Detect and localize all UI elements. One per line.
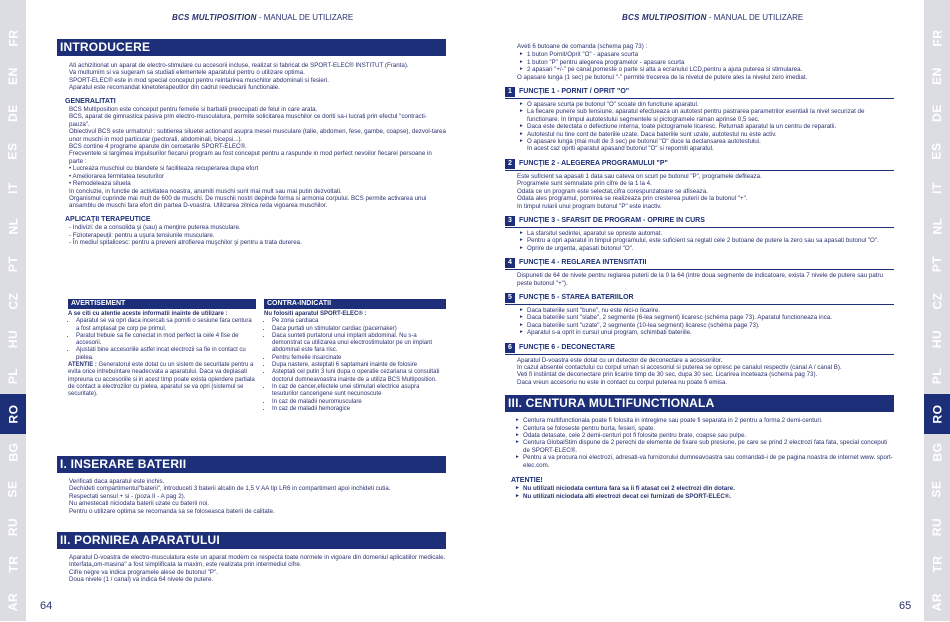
paragraph: Aparatul D-voastra de electro-musculatura este un aparat modern ce respecta toate normele in vigoare din domeniul aplicatiilor medicale. Interfata„om-masina" a fost simplificata la maxim, este realizata prin intermediul cifre. <box>69 554 446 569</box>
language-tab-en[interactable] <box>924 56 950 96</box>
language-tab-hu[interactable] <box>924 319 950 359</box>
function-title: FUNCŢIE 5 - STAREA BATERIILOR <box>519 294 634 302</box>
contra-indicatii-box <box>264 299 446 413</box>
language-tab-label: AR <box>930 592 944 612</box>
list-item: ▸ Nu utilizati niciodata centura fara sa ii fi atasat cei 2 electrozi din dotare. <box>523 485 894 492</box>
paragraph: Dispuneti de 64 de nivele pentru reglarea puterii de la 0 la 64 (intre doua segmente de indicatoare, exista 7 nivele de putere sau patru peste butonul "+"). <box>517 272 883 287</box>
paragraph: BCS contine 4 programe aparute din cercetarile SPORT-ELEC®. <box>69 143 247 151</box>
function-body <box>505 272 894 287</box>
list-item: ▸ Daca bateriile sunt "slabe", 2 segmente (6-lea segment) licaresc (schéma page 73). Aparatul functioneaza inca. <box>527 314 894 321</box>
function-block <box>505 87 894 153</box>
pornire-paragraphs <box>57 554 446 584</box>
page-header-right: BCS MULTIPOSITION - MANUAL DE UTILIZARE <box>622 13 804 22</box>
language-tab-label: RU <box>930 517 944 536</box>
language-tab-label: HU <box>930 329 944 348</box>
paragraph: • Ameliorarea fermitatea tesuturilor <box>69 172 165 180</box>
paragraph: - Fizioterapeuţii: pentru a uşura tensiunile musculare. <box>69 231 215 239</box>
paragraph: Pentru o utilizare optima se recomanda sa se foloseasca baterii de calitate. <box>69 507 275 515</box>
language-tab-ro[interactable] <box>924 394 950 434</box>
function-number: 1 <box>505 87 515 97</box>
language-tab-label: DE <box>5 104 20 123</box>
baterii-paragraphs <box>57 478 446 515</box>
language-tab-label: EN <box>929 66 944 85</box>
language-tab-pl[interactable] <box>924 356 950 396</box>
list-item: • Dupa nastere, asteptati 6 saptamani inainte de folosire <box>272 362 446 369</box>
paragraph: In acest caz opriti aparatul apasand butonul "O" si reporniti aparatul. <box>527 145 714 153</box>
paragraph: O apasare lunga (1 sec) pe butonul "-" permite trecerea de la nivelul de putere ales la nivelul zero imediat. <box>517 73 808 81</box>
function-list <box>517 230 894 252</box>
list-item: • Ajustati bine accesoriile astfel incat electrozii sa fie in contact cu pielea. <box>76 347 256 362</box>
paragraph: Odata ales programul, pornirea se realizeaza prin cresterea puterii de la butonul "+". <box>517 195 748 203</box>
list-item: • In caz de maladii hemoragice <box>272 406 446 413</box>
functions-list <box>505 87 894 386</box>
paragraph: - În mediul spitalicesc: pentru a preveni atrofierea muşchilor şi pentru a trata durerea. <box>69 238 302 246</box>
paragraph: Aveti 6 butoane de comanda (schema pag 73) : <box>517 43 648 50</box>
paragraph: Doua nivele (1 / canal) va indica 64 nivele de putere. <box>69 576 214 584</box>
list-item: ▸ 2 apasari "+/-" pe canal,porneste o parte si alta a ecranului LCD,pentru a ajuta puterea si stimularea. <box>527 66 894 73</box>
intro-paragraphs <box>57 62 446 92</box>
paragraph: Programele sunt semnalate prin cifre de la 1 la 4. <box>517 180 652 188</box>
avertisment-lead: A se citi cu atentie aceste informatii inainte de utilizare : <box>68 311 228 317</box>
aplicatii-paragraphs <box>57 224 446 246</box>
language-tab-bg[interactable] <box>0 432 26 472</box>
function-block <box>505 293 894 337</box>
command-buttons-list <box>517 51 894 73</box>
language-tabs-left <box>0 0 26 621</box>
function-heading <box>505 159 894 171</box>
language-tab-se[interactable] <box>924 469 950 509</box>
language-tab-label: FR <box>6 29 20 47</box>
language-tab-ar[interactable] <box>0 582 26 622</box>
pornire-section <box>57 532 446 584</box>
page-header-left: BCS MULTIPOSITION - MANUAL DE UTILIZARE <box>172 13 354 22</box>
list-item: • Pentru femeile insarcinate <box>272 355 446 362</box>
language-tab-label: TR <box>6 555 20 573</box>
language-tab-de[interactable] <box>924 93 950 133</box>
paragraph: Verificati daca aparatul este inchis. <box>69 478 165 485</box>
language-tab-label: CZ <box>930 292 944 310</box>
language-tab-pt[interactable] <box>0 244 26 284</box>
paragraph: Odata ce un program este selectat,cifra corespunzatoare se afiseaza. <box>517 187 708 195</box>
avertisment-box <box>68 299 256 399</box>
function-number: 5 <box>505 293 515 303</box>
language-tab-label: PL <box>930 368 944 385</box>
function-number: 6 <box>505 343 515 353</box>
language-tab-cz[interactable] <box>0 281 26 321</box>
list-item: ▸ Daca bateriile sunt "uzate", 2 segmente (10-lea segment) licaresc (schéma page 73). <box>527 322 894 329</box>
function-title: FUNCŢIE 2 - ALEGEREA PROGRAMULUI "P" <box>519 160 668 168</box>
language-tab-label: IT <box>929 182 944 195</box>
language-tabs-right <box>924 0 950 621</box>
language-tab-it[interactable] <box>924 168 950 208</box>
paragraph: Organismul cuprinde mai mult de 600 de muschi. De muschii nostri depinde forma si armonia corpului. BCS permite activarea unui ansamblu de muschi fara efort din partea D-voastra. Utilizarea zilnica reda vigoarea muschilor. <box>69 194 427 210</box>
list-item: ▸ Centura multifunctionala poate fi folosita in intregime sau poate fi separata in 2 pentru a forma 2 demi-centuri. <box>523 417 894 424</box>
function-body <box>505 173 894 210</box>
generalitati-paragraphs <box>57 106 446 210</box>
language-tab-it[interactable] <box>0 168 26 208</box>
language-tab-label: BG <box>930 442 944 462</box>
list-item: • Aparatul se va opri daca incercati sa porniti o sesiune fara centura a fost amplasat pe corp pe primul. <box>76 318 256 333</box>
language-tab-en[interactable] <box>0 56 26 96</box>
list-item: • Daca purtati un stimulator cardiac (pacemaker) <box>272 326 446 333</box>
list-item: ▸ La sfarsitul sedintei, aparatul se opreste automat. <box>527 230 894 237</box>
language-tab-se[interactable] <box>0 469 26 509</box>
list-item: • In caz de cancer,efectele unei stimulari electrice asupra tesuturilor cancerigene sunt necunoscute <box>272 384 446 399</box>
list-item: ▸ Oprire de urgenta, apasati butonul "O". <box>527 245 894 252</box>
function-block <box>505 216 894 252</box>
function-heading <box>505 293 894 305</box>
list-item: ▸ Centura GlobalStim dispune de 2 perechi de elemente de fixare sub presiune, pe care se prind 2 electrozi fata fata, special conceputi de SPORT-ELEC®. <box>523 439 894 454</box>
paragraph: In timpul rularii unui program butonul "P" este inactiv. <box>517 202 662 210</box>
paragraph: Aparatul este recomandat kinetoterapeutilor din cadrul reeducarii functionale. <box>69 84 280 92</box>
contra-indicatii-title: CONTRA-INDICATII <box>264 299 446 309</box>
avertisment-title: AVERTISEMENT <box>68 299 256 309</box>
language-tab-label: FR <box>930 29 944 47</box>
paragraph: Daca vreun accesoriu nu este in contact cu corpul puterea nu poate fi emisa. <box>517 378 728 386</box>
paragraph: Veti fi instiintat de deconectare prin licarire timp de 30 sec, dupa 30 sec. Licarirea inceteaza (schema pag 73). <box>517 371 818 379</box>
function-list <box>517 307 894 337</box>
paragraph: Aparatul D-voastra este dotat cu un detector de deconectare a accesoriilor. <box>517 356 723 364</box>
list-item: ▸ Pentru a va procura noi electrozi, adresati-va furnizorului dumneavoastra sau comandati-i de pe pagina noastra de internet www. sport-elec.com. <box>523 454 894 469</box>
list-item: • In caz de maladii neuromusculare <box>272 399 446 406</box>
language-tab-hu[interactable] <box>0 319 26 359</box>
function-number: 3 <box>505 216 515 226</box>
language-tab-pt[interactable] <box>924 244 950 284</box>
right-page-content <box>505 43 894 500</box>
paragraph: BCS Multiposition este conceput pentru femeile si barbatii preocupati de felul in care arata. <box>69 106 318 114</box>
paragraph: Respectati sensul + si - (poza II - A pag 2). <box>69 492 186 500</box>
language-tab-ro[interactable] <box>0 394 26 434</box>
paragraph: • Remodeleaza silueta <box>69 180 131 188</box>
paragraph: SPORT-ELEC® este in mod special conceput pentru reintarirea muschilor abdominali si fesieri. <box>69 76 329 84</box>
atentie-heading: ATENTIE! <box>511 477 543 485</box>
language-tab-label: ES <box>5 142 20 160</box>
function-heading <box>505 87 894 99</box>
paragraph: In concluzie, in functie de activitatea noastra, anumiti muschi sunt mai mult sau mai putin dezvoltati. <box>69 187 342 195</box>
language-tab-label: RO <box>930 404 944 424</box>
language-tab-label: RO <box>6 404 20 424</box>
page-number-left: 64 <box>40 600 53 612</box>
paragraph: Obiectivul BCS este urmatorul : subtierea siluetei actionand asupra mesei musculare (talie, abdomen, fese, gambe, coapse), dezvol-tarea unor muschi in mod particular (pectorali, abdominali, bicepsi...). <box>69 128 446 143</box>
paragraph: • Lucreaza muschiul cu blandete si faciliteaza recuperarea dupa efort <box>69 165 259 173</box>
list-item: ▸ 1 buton "P" pentru alegerea programelor - apasare scurta <box>527 59 894 66</box>
section-title: II. PORNIREA APARATULUI <box>57 532 446 549</box>
language-tab-cz[interactable] <box>924 281 950 321</box>
centura-title: III. CENTURA MULTIFUNCTIONALA <box>505 395 894 412</box>
paragraph: In cazul absentei contactului cu corpul uman si accesoriul si puterea se opresc pe canalul respectiv (canal A / canal B). <box>517 363 842 371</box>
function-block <box>505 258 894 287</box>
language-tab-tr[interactable] <box>924 544 950 584</box>
paragraph: Cifre negre va indica programele alese de butonul "P". <box>69 568 218 576</box>
paragraph: BCS, aparat de gimnastica pasiva prin electro-musculatura, permite solicitarea muschilor ce doriti sa-i lucrati prin efectul "contracti-pauza". <box>69 113 427 128</box>
language-tab-nl[interactable] <box>924 206 950 246</box>
function-body <box>505 307 894 337</box>
function-body <box>505 101 894 153</box>
subheading-generalitati: GENERALITATI <box>65 97 116 105</box>
function-list <box>517 101 894 145</box>
paragraph: Este suficient sa apasati 1 data sau cateva ori scurt pe butonul "P", programele defileaza. <box>517 172 762 180</box>
avertisment-note: Generatorul este dotat cu un sistem de securitate pentru a evita orice intrebuintare neadecvata a aparatului. Daca va deplasati impreuna cu accesoriile si in acest timp poate exista opierdere partiala de contact a electrozilor cu pielea, aparatul se va opri (sistemul se securitate). <box>68 362 255 398</box>
section-title: I. INSERARE BATERII <box>57 456 446 473</box>
list-item: ▸ Autotestul nu tine cont de bateriile uzate. Daca bateriile sunt uzate, autotestul nu este activ. <box>527 131 894 138</box>
paragraph: - Indivizi: de a consolida şi (sau) a menţine puterea musculare. <box>69 224 241 232</box>
list-item: ▸ Centura se foloseste pentru burta, fesieri, spate. <box>523 425 894 432</box>
paragraph: Va multumim si va sugeram sa studiati elementele aparatului pentru o utilizare optima. <box>69 69 305 77</box>
list-item: • Pe zona cardiaca <box>272 318 446 325</box>
function-title: FUNCŢIE 3 - SFARSIT DE PROGRAM - OPRIRE IN CURS <box>519 217 705 225</box>
list-item: ▸ 1 buton Pornit/Oprit "O" - apasare scurta <box>527 51 894 58</box>
page-number-right: 65 <box>899 600 912 612</box>
function-heading <box>505 258 894 270</box>
function-heading <box>505 343 894 355</box>
introduction-section <box>57 39 446 246</box>
language-tab-ar[interactable] <box>924 582 950 622</box>
list-item: ▸ Daca este detectata o defectiune interna, toate pictogramele licaresc. Returnati aparatul la un centru de reparatii. <box>527 123 894 130</box>
language-tab-label: BG <box>6 442 20 462</box>
language-tab-label: PL <box>6 368 20 385</box>
language-tab-label: ES <box>929 142 944 160</box>
list-item: ▸ O apasare scurta pe butonul "O" scoate din functiune aparatul. <box>527 101 894 108</box>
language-tab-label: IT <box>5 182 20 195</box>
language-tab-de[interactable] <box>0 93 26 133</box>
language-tab-fr[interactable] <box>924 18 950 58</box>
subheading-aplicatii: APLICAŢII TERAPEUTICE <box>65 215 151 223</box>
function-title: FUNCŢIE 1 - PORNIT / OPRIT "O" <box>519 88 630 96</box>
paragraph: Ati achizitionat un aparat de electro-stimulare cu accesorii incluse, realizat si fabricat de SPORT-ELEC® INSTITUT (Franta). <box>69 62 409 69</box>
list-item: ▸ Daca bateriile sunt "bune", nu este nici-o licarire. <box>527 307 894 314</box>
list-item: ▸ Odata detasate, cele 2 demi-centuri pot fi folosite pentru brate, coapse sau pulpe. <box>523 432 894 439</box>
function-block <box>505 159 894 210</box>
language-tab-label: AR <box>6 592 20 612</box>
paragraph: Nu amestecati niciodata baterii uzate cu baterii noi. <box>69 500 209 508</box>
list-item: ▸ O apasare lunga (mai mult de 3 sec) pe butonul "O" duce la declansarea autotestului. <box>527 138 894 145</box>
function-number: 4 <box>505 258 515 268</box>
list-item: • Daca sunteti purtatorul unui implant abdominal. Nu s-a demonstrat ca utilizarea unui electrostimulator pe un implant abdominal este fara risc. <box>272 333 446 355</box>
language-tab-label: CZ <box>6 292 20 310</box>
list-item: • Asteptati cel putin 3 luni dupa o operatie cezariana si consultati doctorul dumneavoastra inainte de a utiliza BCS Multiposition. <box>272 369 446 384</box>
language-tab-label: TR <box>930 555 944 573</box>
function-body <box>505 357 894 387</box>
language-tab-fr[interactable] <box>0 18 26 58</box>
list-item: ▸ Pentru a opri aparatul in timpul programului, este suficient sa reglati cele 2 butoane de putere la zero sau sa apasati butonul "O". <box>527 237 894 244</box>
list-item: ▸ La fiecare punere sub tensiune, aparatul efectueaza un autotest pentru pastrarea parametrilor esentiali la nivel securizat de functionare. In timpul autotestului segmentele si pictogramele raman aprinse 0,5 sec. <box>527 108 894 123</box>
language-tab-tr[interactable] <box>0 544 26 584</box>
list-item: ▸ Nu utilizati niciodata alti electrozi decat cei furnizati de SPORT-ELEC®. <box>523 493 894 500</box>
language-tab-es[interactable] <box>924 131 950 171</box>
contra-indicatii-list <box>264 318 446 413</box>
language-tab-label: PT <box>6 255 20 272</box>
function-body <box>505 230 894 252</box>
language-tab-label: NL <box>930 217 944 235</box>
language-tab-nl[interactable] <box>0 206 26 246</box>
language-tab-label: SE <box>929 480 944 498</box>
avertisment-note-label: ATENTIE : <box>68 362 97 369</box>
language-tab-label: PT <box>930 255 944 272</box>
language-tab-ru[interactable] <box>924 507 950 547</box>
centura-list <box>505 417 894 469</box>
language-tab-es[interactable] <box>0 131 26 171</box>
language-tab-label: EN <box>5 66 20 85</box>
atentie-list <box>505 485 894 500</box>
command-buttons-intro <box>505 43 894 81</box>
contra-indicatii-lead: Nu folositi aparatul SPORT-ELEC® : <box>264 311 367 317</box>
section-title: INTRODUCERE <box>57 39 446 56</box>
list-item: • Paratul trebuie sa fie conectat in mod perfect la cele 4 fise de accesorii. <box>76 333 256 348</box>
list-item: ▸ Aparatul s-a oprit in cursul unui program, schimbati bateriile. <box>527 329 894 336</box>
language-tab-bg[interactable] <box>924 432 950 472</box>
paragraph: Frecventele si largimea impulsurilor fiecarui program au fost conceput pentru a raspunde in mod perfect nevoilor fiecarei persoane in parte : <box>69 150 432 165</box>
function-title: FUNCŢIE 4 - REGLAREA INTENSITATII <box>519 259 647 267</box>
language-tab-label: DE <box>929 104 944 123</box>
function-title: FUNCŢIE 6 - DECONECTARE <box>519 343 615 351</box>
function-block <box>505 343 894 387</box>
language-tab-label: RU <box>6 517 20 536</box>
function-number: 2 <box>505 159 515 169</box>
language-tab-label: HU <box>6 329 20 348</box>
inserare-baterii-section <box>57 456 446 515</box>
function-heading <box>505 216 894 228</box>
language-tab-label: NL <box>6 217 20 235</box>
avertisment-list <box>68 318 256 362</box>
language-tab-pl[interactable] <box>0 356 26 396</box>
language-tab-ru[interactable] <box>0 507 26 547</box>
paragraph: Dechideti compartimentul"baterii", introduceti 3 baterii alcalin de 1,5 V AA tip LR6 in compartiment apoi inchideti cutia. <box>69 485 391 493</box>
language-tab-label: SE <box>5 480 20 498</box>
